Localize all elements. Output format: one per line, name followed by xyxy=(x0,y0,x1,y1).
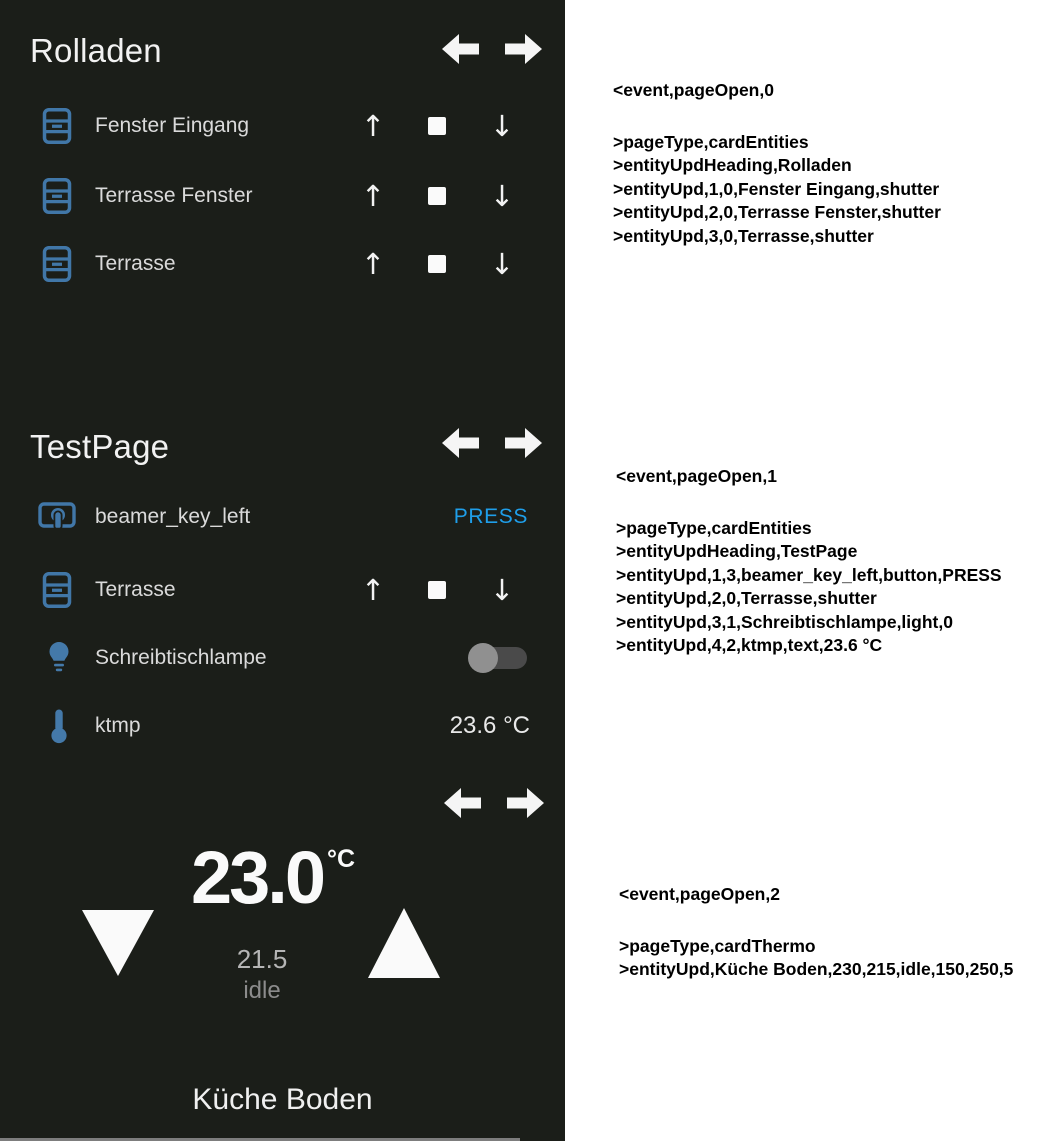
log-line: >pageType,cardThermo xyxy=(619,935,816,956)
log-line: >entityUpd,2,0,Terrasse,shutter xyxy=(616,588,877,608)
shutter-stop-button[interactable] xyxy=(428,187,446,205)
arrow-left-icon xyxy=(441,33,479,65)
log-line: >pageType,cardEntities xyxy=(616,517,812,538)
page-prev-button[interactable] xyxy=(443,787,481,819)
toggle-knob xyxy=(468,643,498,673)
log-line: >pageType,cardEntities xyxy=(613,131,809,152)
thermostat-name: Küche Boden xyxy=(192,1083,373,1116)
thermometer-icon xyxy=(49,708,69,749)
sensor-value: 23.6 °C xyxy=(449,712,530,739)
shutter-up-button[interactable]: ↑ xyxy=(360,179,386,213)
shutter-down-button[interactable]: ↓ xyxy=(489,109,515,143)
entity-row xyxy=(0,636,565,680)
gesture-tap-button-icon xyxy=(38,501,76,538)
entity-label: Terrasse Fenster xyxy=(95,184,253,207)
window-shutter-icon xyxy=(42,107,72,150)
log-event-line: <event,pageOpen,1 xyxy=(616,466,777,486)
shutter-up-button[interactable]: ↑ xyxy=(360,109,386,143)
window-shutter-icon xyxy=(42,571,72,614)
page-next-button[interactable] xyxy=(505,33,543,65)
log-line: >entityUpd,3,0,Terrasse,shutter xyxy=(613,225,874,246)
entity-row xyxy=(0,568,565,612)
shutter-down-button[interactable]: ↓ xyxy=(489,573,515,607)
entity-label: beamer_key_left xyxy=(95,505,251,528)
log-line: >entityUpd,4,2,ktmp,text,23.6 °C xyxy=(616,635,883,655)
light-bulb-icon xyxy=(46,641,72,680)
window-shutter-icon xyxy=(42,245,72,288)
log-line: >entityUpd,Küche Boden,230,215,idle,150,250,5 xyxy=(619,959,1014,979)
log-line: >entityUpd,1,0,Fenster Eingang,shutter xyxy=(613,178,940,199)
window-shutter-icon xyxy=(42,177,72,220)
page-title-testpage: TestPage xyxy=(30,428,170,465)
log-gap xyxy=(616,489,1002,517)
entity-row xyxy=(0,174,565,218)
page-prev-button[interactable] xyxy=(441,33,479,65)
log-event-line: <event,pageOpen,2 xyxy=(619,884,780,904)
entity-label: ktmp xyxy=(95,714,141,737)
shutter-stop-button[interactable] xyxy=(428,117,446,135)
arrow-left-icon xyxy=(441,427,479,459)
log-line: >entityUpd,1,3,beamer_key_left,button,PRESS xyxy=(616,564,1002,585)
arrow-left-icon xyxy=(443,787,481,819)
log-gap xyxy=(619,907,1013,935)
entity-row xyxy=(0,242,565,286)
shutter-down-button[interactable]: ↓ xyxy=(489,247,515,281)
light-toggle-switch[interactable] xyxy=(472,647,527,669)
shutter-stop-button[interactable] xyxy=(428,255,446,273)
log-line: >entityUpdHeading,TestPage xyxy=(616,541,858,561)
entity-label: Terrasse xyxy=(95,252,176,275)
entity-row xyxy=(0,104,565,148)
entity-label: Terrasse xyxy=(95,578,176,601)
shutter-up-button[interactable]: ↑ xyxy=(360,247,386,281)
page-next-button[interactable] xyxy=(507,787,545,819)
arrow-right-icon xyxy=(505,33,543,65)
log-event-line: <event,pageOpen,0 xyxy=(613,80,774,100)
entity-row xyxy=(0,704,565,748)
arrow-right-icon xyxy=(507,787,545,819)
shutter-stop-button[interactable] xyxy=(428,581,446,599)
page-next-button[interactable] xyxy=(505,427,543,459)
shutter-up-button[interactable]: ↑ xyxy=(360,573,386,607)
press-button[interactable]: PRESS xyxy=(453,505,528,528)
page-prev-button[interactable] xyxy=(441,427,479,459)
log-block-page2 xyxy=(619,883,1013,982)
log-line: >entityUpd,2,0,Terrasse Fenster,shutter xyxy=(613,202,941,222)
log-block-page1 xyxy=(616,465,1002,658)
current-temperature: 23.0 xyxy=(190,836,324,919)
log-line: >entityUpdHeading,Rolladen xyxy=(613,155,852,175)
shutter-down-button[interactable]: ↓ xyxy=(489,179,515,213)
setpoint-temperature: 21.5 xyxy=(236,944,288,974)
entity-row xyxy=(0,495,565,539)
hvac-state: idle xyxy=(243,977,281,1004)
page-title-rolladen: Rolladen xyxy=(30,32,162,69)
arrow-right-icon xyxy=(505,427,543,459)
log-block-page0 xyxy=(613,79,941,248)
log-line: >entityUpd,3,1,Schreibtischlampe,light,0 xyxy=(616,611,953,632)
temperature-unit: °C xyxy=(327,845,356,873)
log-gap xyxy=(613,103,941,131)
entity-label: Fenster Eingang xyxy=(95,114,250,137)
entity-label: Schreibtischlampe xyxy=(95,646,267,669)
